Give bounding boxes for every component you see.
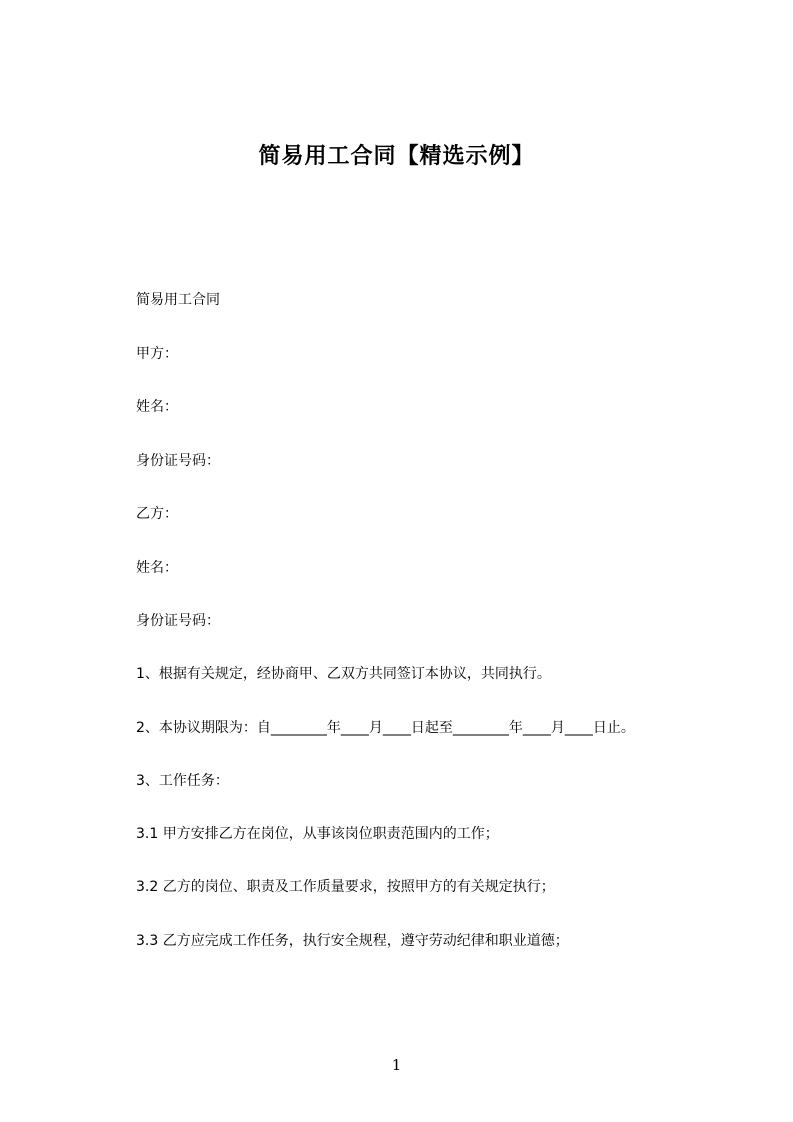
clause-1: 1、根据有关规定，经协商甲、乙双方共同签订本协议，共同执行。 <box>136 666 551 682</box>
page-number: 1 <box>391 1056 402 1074</box>
clause-2-term: 2、本协议期限为：自________年____月____日起至________年____月____日止。 <box>136 720 635 736</box>
clause-3-3: 3.3 乙方应完成工作任务，执行安全规程，遵守劳动纪律和职业道德； <box>136 933 569 949</box>
party-a-id-label: 身份证号码： <box>136 453 220 469</box>
clause-3-1: 3.1 甲方安排乙方在岗位，从事该岗位职责范围内的工作； <box>136 826 499 842</box>
party-a-label: 甲方： <box>136 346 178 362</box>
clause-3-heading: 3、工作任务： <box>136 773 229 789</box>
clause-3-2: 3.2 乙方的岗位、职责及工作质量要求，按照甲方的有关规定执行； <box>136 879 555 895</box>
party-b-label: 乙方： <box>136 506 178 522</box>
contract-heading: 简易用工合同 <box>136 292 220 308</box>
party-b-name-label: 姓名： <box>136 560 178 576</box>
party-a-name-label: 姓名： <box>136 399 178 415</box>
party-b-id-label: 身份证号码： <box>136 613 220 629</box>
document-title: 简易用工合同【精选示例】 <box>258 144 535 169</box>
